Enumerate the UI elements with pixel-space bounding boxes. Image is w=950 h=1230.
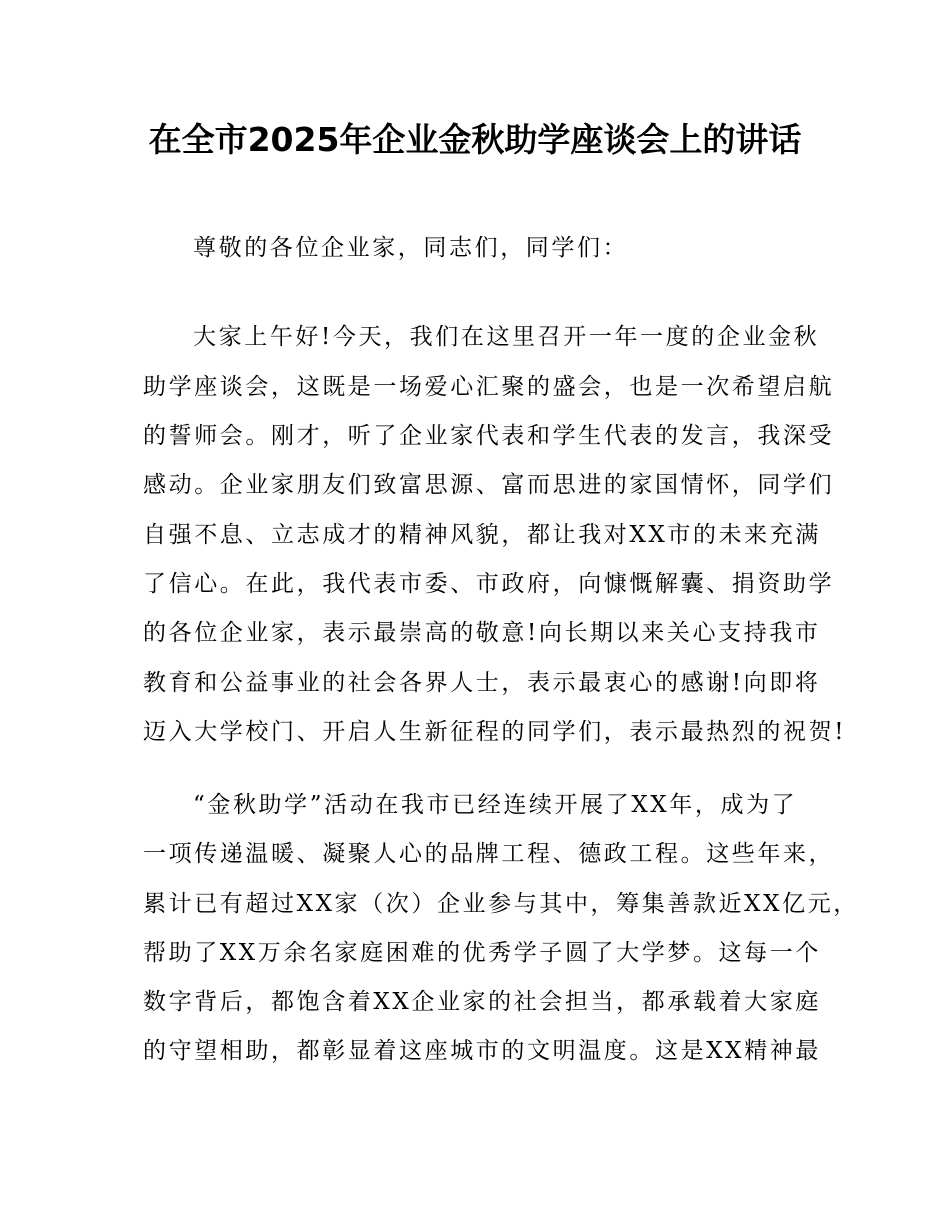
paragraph-line: 自强不息、立志成才的精神风貌，都让我对XX市的未来充满: [143, 522, 821, 548]
salutation: 尊敬的各位企业家，同志们，同学们：: [193, 235, 629, 261]
paragraph-line: 助学座谈会，这既是一场爱心汇聚的盛会，也是一次希望启航: [143, 374, 835, 400]
document-title: 在全市2025年企业金秋助学座谈会上的讲话: [148, 120, 802, 159]
paragraph-line: 数字背后，都饱含着XX企业家的社会担当，都承载着大家庭: [143, 989, 821, 1015]
paragraph-line: 教育和公益事业的社会各界人士，表示最衷心的感谢!向即将: [143, 670, 821, 696]
paragraph-line: 一项传递温暖、凝聚人心的品牌工程、德政工程。这些年来，: [143, 841, 835, 867]
paragraph-line: 感动。企业家朋友们致富思源、富而思进的家国情怀，同学们: [143, 472, 835, 498]
paragraph-line: 大家上午好!今天，我们在这里召开一年一度的企业金秋: [193, 324, 820, 350]
paragraph-line: “金秋助学”活动在我市已经连续开展了XX年，成为了: [193, 792, 798, 818]
paragraph-line: 的守望相助，都彰显着这座城市的文明温度。这是XX精神最: [143, 1038, 821, 1064]
paragraph-line: 迈入大学校门、开启人生新征程的同学们，表示最热烈的祝贺!: [143, 719, 847, 745]
paragraph-line: 了信心。在此，我代表市委、市政府，向慷慨解囊、捐资助学: [143, 571, 835, 597]
paragraph-line: 的誓师会。刚才，听了企业家代表和学生代表的发言，我深受: [143, 423, 835, 449]
paragraph-line: 帮助了XX万余名家庭困难的优秀学子圆了大学梦。这每一个: [143, 940, 821, 966]
paragraph-line: 的各位企业家，表示最崇高的敬意!向长期以来关心支持我市: [143, 620, 821, 646]
paragraph-line: 累计已有超过XX家（次）企业参与其中，筹集善款近XX亿元，: [143, 891, 859, 917]
